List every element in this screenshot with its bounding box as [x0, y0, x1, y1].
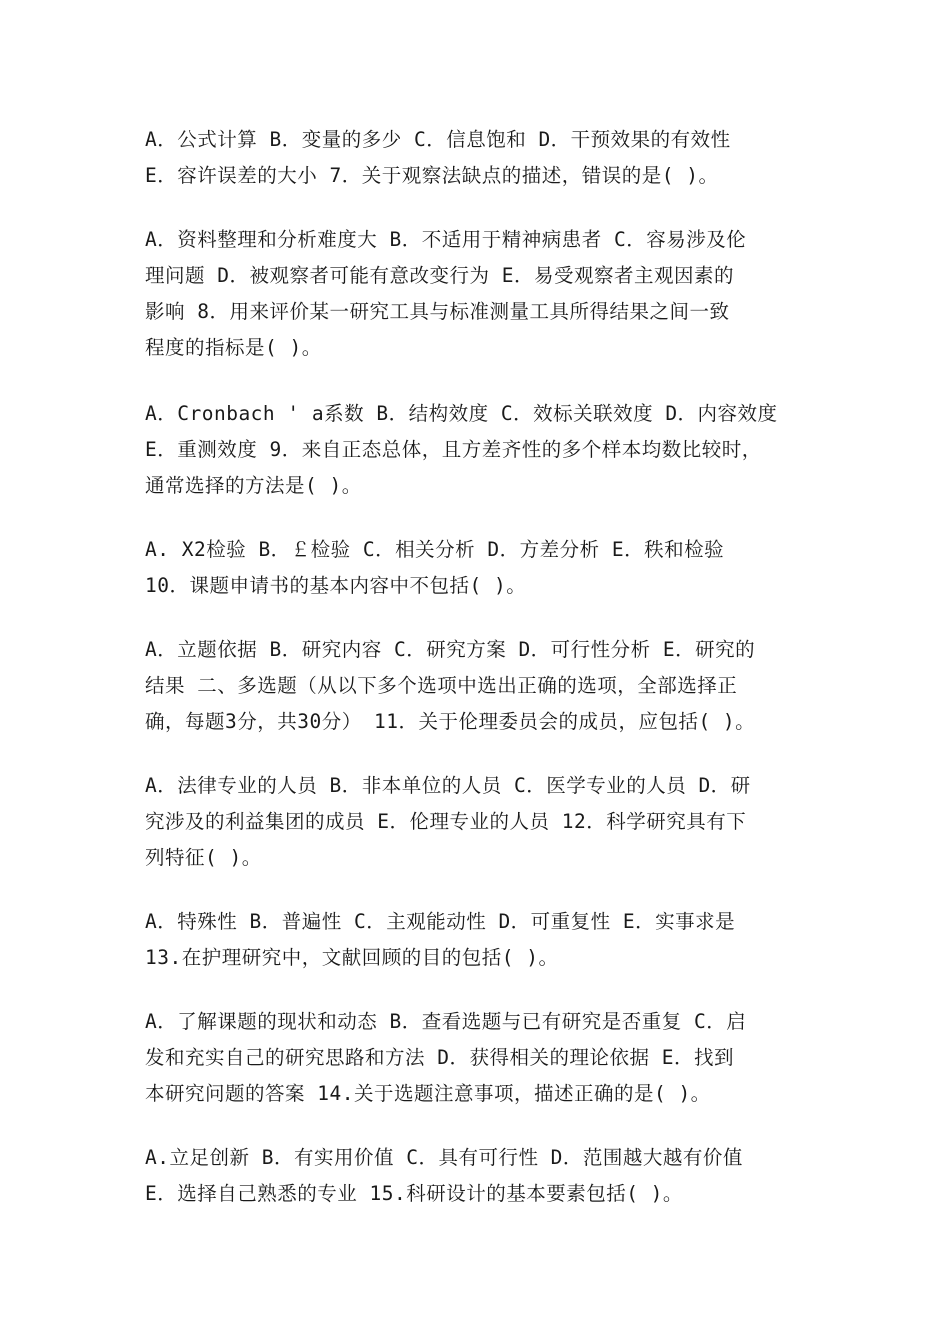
- text-line: 究涉及的利益集团的成员 E．伦理专业的人员 12．科学研究具有下: [145, 810, 747, 833]
- text-line: A．特殊性 B．普遍性 C．主观能动性 D．可重复性 E．实事求是: [145, 910, 736, 933]
- text-line: 通常选择的方法是( )。: [145, 474, 362, 497]
- question-block-12-13: [145, 904, 835, 976]
- text-line: A.立足创新 B．有实用价值 C．具有可行性 D．范围越大越有价值: [145, 1146, 743, 1169]
- text-line: A. X2检验 B．￡检验 C．相关分析 D．方差分析 E．秩和检验: [145, 538, 725, 561]
- question-block-13-14: [145, 1004, 835, 1112]
- text-line: 确，每题3分，共30分） 11．关于伦理委员会的成员，应包括( )。: [145, 710, 756, 733]
- text-line: 程度的指标是( )。: [145, 336, 322, 359]
- text-line: 本研究问题的答案 14.关于选题注意事项，描述正确的是( )。: [145, 1082, 711, 1105]
- text-line: E．容许误差的大小 7．关于观察法缺点的描述，错误的是( )。: [145, 164, 719, 187]
- question-block-7-8: [145, 222, 835, 366]
- question-block-10-11: [145, 632, 835, 740]
- question-block-14-15: [145, 1140, 835, 1212]
- text-line: E．选择自己熟悉的专业 15.科研设计的基本要素包括( )。: [145, 1182, 683, 1205]
- question-block-9-10: [145, 532, 835, 604]
- text-line: A．公式计算 B．变量的多少 C．信息饱和 D．干预效果的有效性: [145, 128, 731, 151]
- text-line: 理问题 D．被观察者可能有意改变行为 E．易受观察者主观因素的: [145, 264, 734, 287]
- text-line: 10．课题申请书的基本内容中不包括( )。: [145, 574, 527, 597]
- text-line: 列特征( )。: [145, 846, 262, 869]
- text-line: E．重测效度 9．来自正态总体，且方差齐性的多个样本均数比较时，: [145, 438, 762, 461]
- question-block-6-7: [145, 122, 835, 194]
- text-line: 影响 8．用来评价某一研究工具与标准测量工具所得结果之间一致: [145, 300, 730, 323]
- text-line: A．法律专业的人员 B．非本单位的人员 C．医学专业的人员 D．研: [145, 774, 751, 797]
- question-block-11-12: [145, 768, 835, 876]
- text-line: A．了解课题的现状和动态 B．查看选题与已有研究是否重复 C．启: [145, 1010, 747, 1033]
- text-line: A．立题依据 B．研究内容 C．研究方案 D．可行性分析 E．研究的: [145, 638, 756, 661]
- question-block-8-9: [145, 396, 835, 504]
- text-line: 13.在护理研究中，文献回顾的目的包括( )。: [145, 946, 559, 969]
- text-line: A．Cronbach ' a系数 B．结构效度 C．效标关联效度 D．内容效度: [145, 402, 778, 425]
- text-line: 结果 二、多选题（从以下多个选项中选出正确的选项，全部选择正: [145, 674, 738, 697]
- text-line: A．资料整理和分析难度大 B．不适用于精神病患者 C．容易涉及伦: [145, 228, 747, 251]
- text-line: 发和充实自己的研究思路和方法 D．获得相关的理论依据 E．找到: [145, 1046, 734, 1069]
